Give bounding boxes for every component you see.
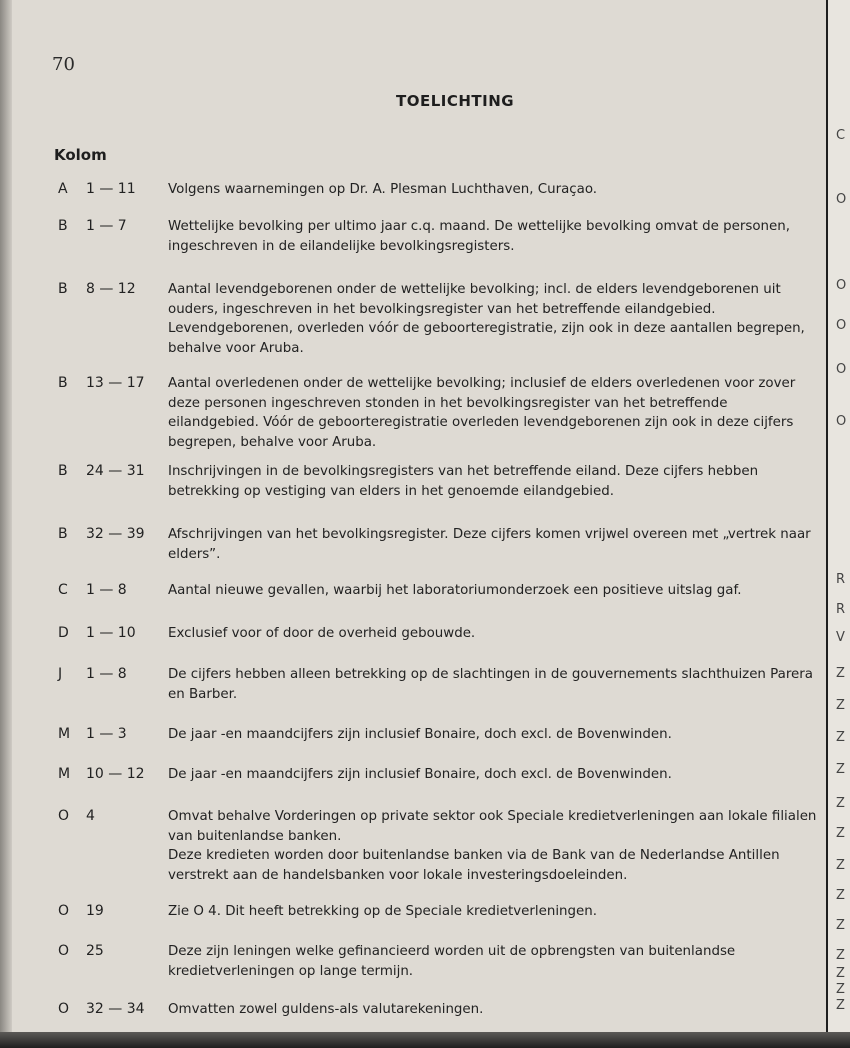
entry-range: 8 — 12 xyxy=(86,281,136,297)
entry-letter: B xyxy=(58,463,68,479)
entry-text: Wettelijke bevolking per ultimo jaar c.q. maand. De wettelijke bevolking omvat de personen, ingeschreven in de eilandelijke bevolkingsregisters. xyxy=(168,219,791,254)
page-title: TOELICHTING xyxy=(396,92,515,110)
entry-range: 1 — 11 xyxy=(86,181,136,197)
entry-range: 25 xyxy=(86,943,104,959)
entry-text: Inschrijvingen in de bevolkingsregisters van het betreffende eiland. Deze cijfers hebben betrekking op vestiging van elders in het genoemde eilandgebied. xyxy=(168,464,759,499)
adjacent-page-edge xyxy=(826,0,850,1032)
entry-letter: A xyxy=(58,181,68,197)
entry-range: 19 xyxy=(86,903,104,919)
entry-letter: O xyxy=(58,808,70,824)
entry-letter: B xyxy=(58,375,68,391)
entry-range: 24 — 31 xyxy=(86,463,145,479)
margin-char: Z xyxy=(836,982,845,997)
margin-char: Z xyxy=(836,966,845,981)
margin-char: V xyxy=(836,630,845,645)
entry-letter: J xyxy=(58,666,63,682)
column-header: Kolom xyxy=(54,146,107,164)
margin-char: Z xyxy=(836,888,845,903)
page-number: 70 xyxy=(52,54,75,75)
margin-char: Z xyxy=(836,698,845,713)
entry-letter: D xyxy=(58,625,69,641)
entry-letter: O xyxy=(58,943,70,959)
entry-letter: B xyxy=(58,526,68,542)
entry-letter: O xyxy=(58,903,70,919)
entry-letter: M xyxy=(58,726,71,742)
margin-char: O xyxy=(836,414,847,429)
margin-char: Z xyxy=(836,666,845,681)
entry-text: Aantal levendgeborenen onder de wettelijke bevolking; incl. de elders levendgeborenen uit ouders, ingeschreven in het bevolkingsregister van het betreffende eilandgebied. Levendgeborenen, overleden vóór de geboorteregistratie, zijn ook in deze aantallen begrepen, behalve voor Aruba. xyxy=(168,282,805,356)
entry-letter: B xyxy=(58,218,68,234)
margin-char: Z xyxy=(836,858,845,873)
entry-range: 1 — 10 xyxy=(86,625,136,641)
margin-char: Z xyxy=(836,948,845,963)
entry-text: Exclusief voor of door de overheid gebouwde. xyxy=(168,626,476,641)
page-bottom-edge xyxy=(0,1032,850,1048)
margin-char: O xyxy=(836,278,847,293)
entry-text: De jaar -en maandcijfers zijn inclusief Bonaire, doch excl. de Bovenwinden. xyxy=(168,767,672,782)
entry-text: Omvatten zowel guldens-als valutarekeningen. xyxy=(168,1002,484,1017)
margin-char: Z xyxy=(836,918,845,933)
book-spine-shadow xyxy=(0,0,12,1032)
entry-text: Afschrijvingen van het bevolkingsregister. Deze cijfers komen vrijwel overeen met „vertrek naar elders”. xyxy=(168,527,811,562)
margin-char: R xyxy=(836,602,846,617)
margin-char: R xyxy=(836,572,846,587)
entry-text: De cijfers hebben alleen betrekking op de slachtingen in de gouvernements slachthuizen Parera en Barber. xyxy=(168,667,814,702)
entry-letter: C xyxy=(58,582,68,598)
entry-range: 1 — 3 xyxy=(86,726,127,742)
entry-range: 1 — 8 xyxy=(86,666,127,682)
margin-char: Z xyxy=(836,826,845,841)
margin-char: O xyxy=(836,318,847,333)
margin-char: Z xyxy=(836,730,845,745)
entry-text: Omvat behalve Vorderingen op private sektor ook Speciale kredietverleningen aan lokale filialen van buitenlandse banken. Deze kredieten worden door buitenlandse banken via de Bank van de Nederlandse Antillen verstrekt aan de handelsbanken voor lokale investeringsdoeleinden. xyxy=(168,809,817,883)
entry-text: Aantal overledenen onder de wettelijke bevolking; inclusief de elders overledenen voor zover deze personen ingeschreven stonden in het bevolkingsregister van het betreffende eilandgebied. Vóór de geboorteregistratie overleden levendgeborenen zijn ook in deze cijfers begrepen, behalve voor Aruba. xyxy=(168,376,796,450)
entry-letter: M xyxy=(58,766,71,782)
entry-text: De jaar -en maandcijfers zijn inclusief Bonaire, doch excl. de Bovenwinden. xyxy=(168,727,672,742)
margin-char: Z xyxy=(836,762,845,777)
margin-char: O xyxy=(836,192,847,207)
entry-text: Deze zijn leningen welke gefinancieerd worden uit de opbrengsten van buitenlandse kredietverleningen op lange termijn. xyxy=(168,944,736,979)
margin-char: Z xyxy=(836,796,845,811)
entry-range: 32 — 34 xyxy=(86,1001,145,1017)
margin-char: C xyxy=(836,128,846,143)
margin-char: Z xyxy=(836,998,845,1013)
entry-range: 1 — 8 xyxy=(86,582,127,598)
entry-text: Aantal nieuwe gevallen, waarbij het laboratoriumonderzoek een positieve uitslag gaf. xyxy=(168,583,742,598)
entry-range: 10 — 12 xyxy=(86,766,145,782)
entry-range: 32 — 39 xyxy=(86,526,145,542)
entry-letter: B xyxy=(58,281,68,297)
entry-range: 1 — 7 xyxy=(86,218,127,234)
entry-text: Zie O 4. Dit heeft betrekking op de Speciale kredietverleningen. xyxy=(168,904,598,919)
entry-range: 4 xyxy=(86,808,95,824)
entry-letter: O xyxy=(58,1001,70,1017)
margin-char: O xyxy=(836,362,847,377)
entry-text: Volgens waarnemingen op Dr. A. Plesman Luchthaven, Curaçao. xyxy=(168,182,598,197)
entry-range: 13 — 17 xyxy=(86,375,145,391)
